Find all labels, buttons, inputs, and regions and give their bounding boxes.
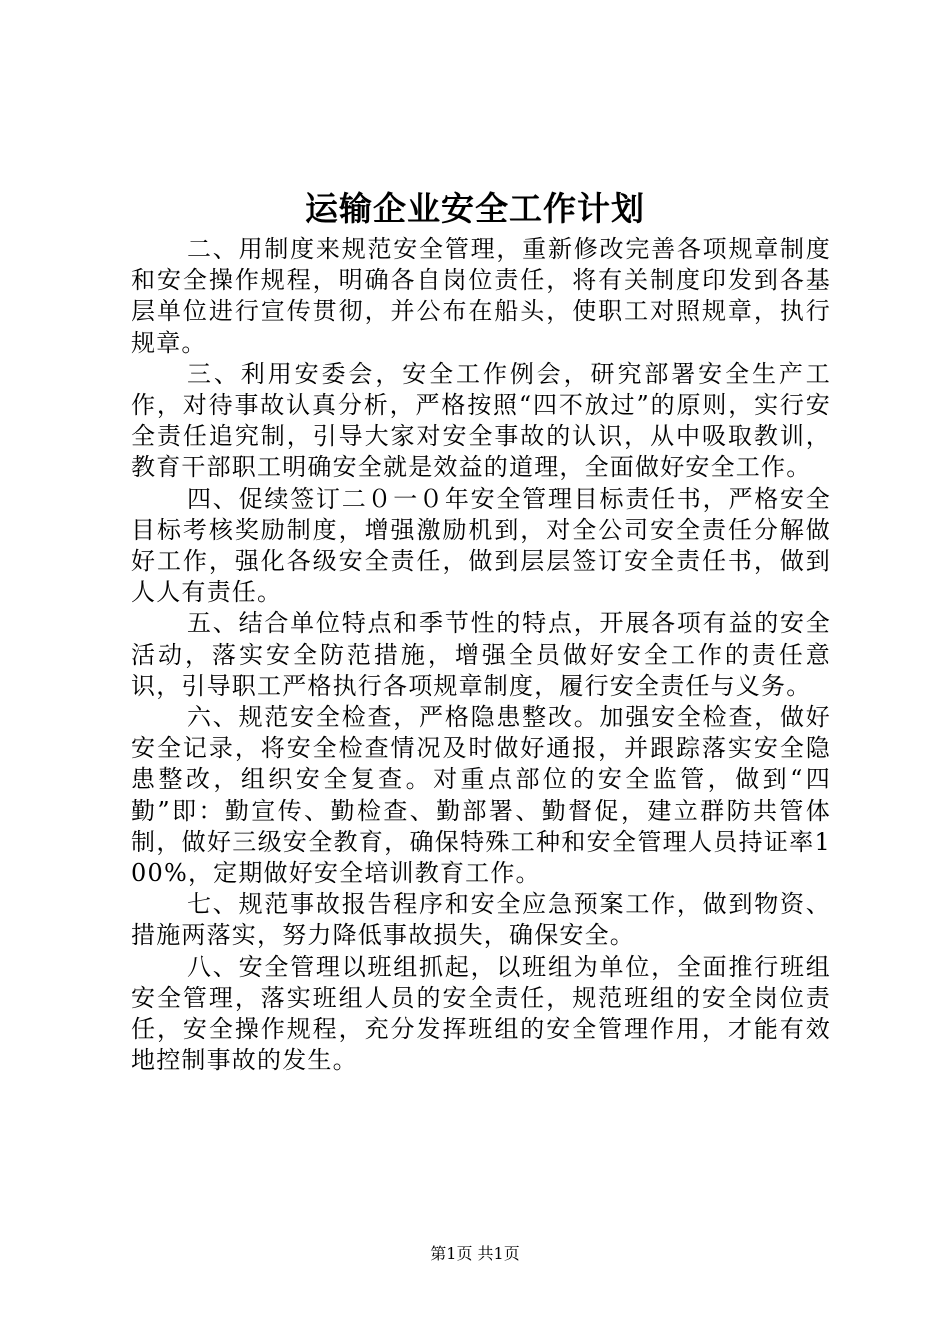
paragraph-7: 七、规范事故报告程序和安全应急预案工作，做到物资、措施两落实，努力降低事故损失，确保安全。 [131,890,831,950]
paragraph-8: 八、安全管理以班组抓起，以班组为单位，全面推行班组安全管理，落实班组人员的安全责任，规范班组的安全岗位责任，安全操作规程，充分发挥班组的安全管理作用，才能有效地控制事故的发生。 [131,952,831,1075]
paragraph-4: 四、促续签订二０一０年安全管理目标责任书，严格安全目标考核奖励制度，增强激励机到，对全公司安全责任分解做好工作，强化各级安全责任，做到层层签订安全责任书，做到人人有责任。 [131,484,831,607]
paragraph-5: 五、结合单位特点和季节性的特点，开展各项有益的安全活动，落实安全防范措施，增强全员做好安全工作的责任意识，引导职工严格执行各项规章制度，履行安全责任与义务。 [131,609,831,700]
page-footer: 第1页 共1页 [430,1244,520,1263]
paragraph-3: 三、利用安委会，安全工作例会，研究部署安全生产工作，对待事故认真分析，严格按照“四不放过”的原则，实行安全责任追究制，引导大家对安全事故的认识，从中吸取教训，教育干部职工明确安全就是效益的道理，全面做好安全工作。 [131,359,831,482]
document-body [131,234,831,1076]
paragraph-6: 六、规范安全检查，严格隐患整改。加强安全检查，做好安全记录，将安全检查情况及时做好通报，并跟踪落实安全隐患整改，组织安全复查。对重点部位的安全监管，做到“四勤”即：勤宣传、勤检查、勤部署、勤督促，建立群防共管体制，做好三级安全教育，确保特殊工种和安全管理人员持证率100%，定期做好安全培训教育工作。 [131,703,831,888]
paragraph-2: 二、用制度来规范安全管理，重新修改完善各项规章制度和安全操作规程，明确各自岗位责任，将有关制度印发到各基层单位进行宣传贯彻，并公布在船头，使职工对照规章，执行规章。 [131,235,831,357]
document-title: 运输企业安全工作计划 [305,189,645,228]
